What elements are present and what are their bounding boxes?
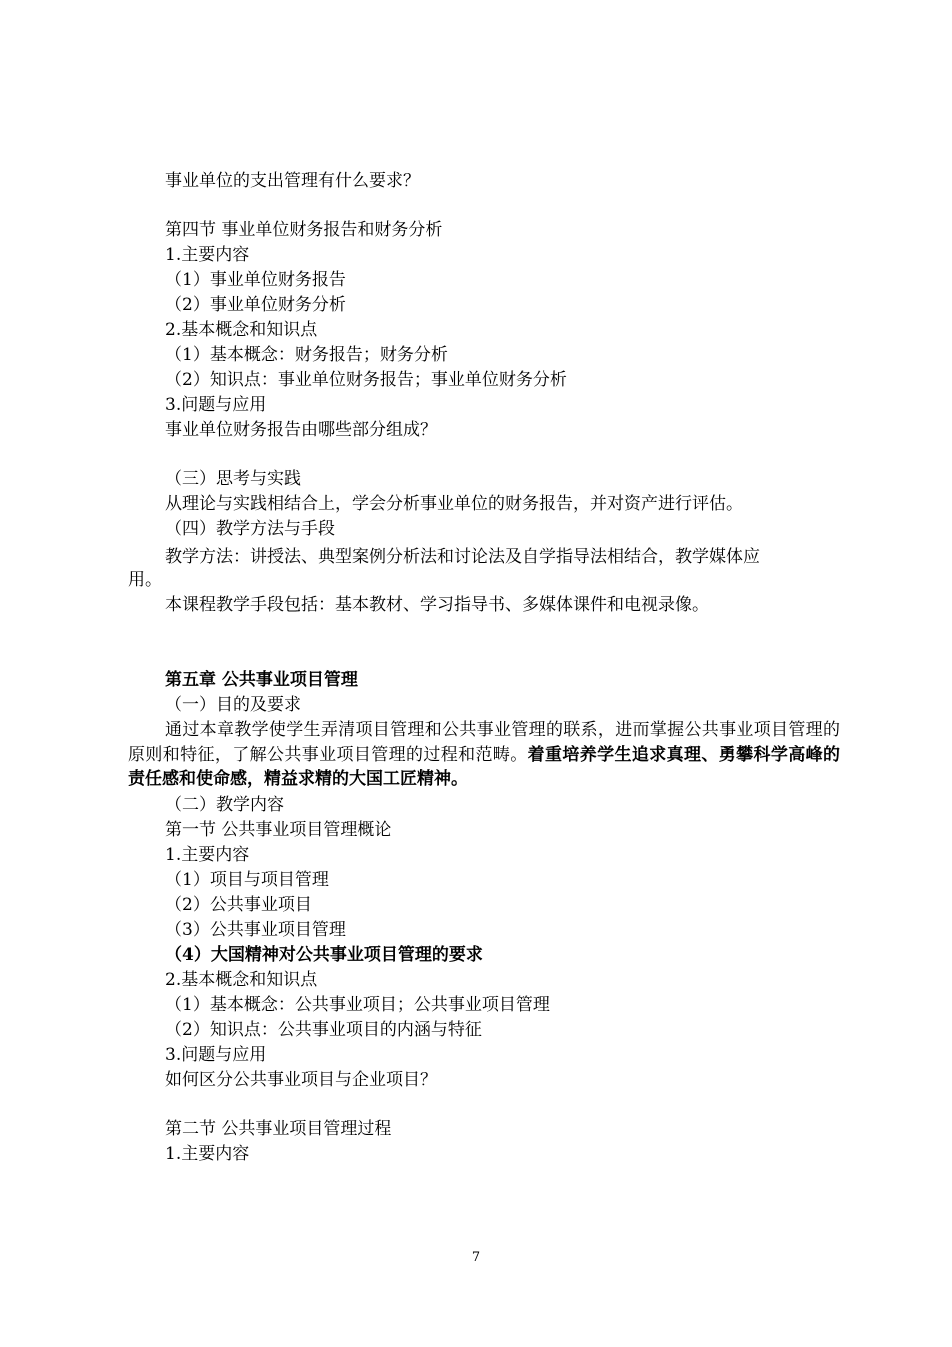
section-heading: 第二节 公共事业项目管理过程	[165, 1119, 392, 1139]
list-item: （2）事业单位财务分析	[165, 295, 346, 315]
subsection-heading: （二）教学内容	[165, 795, 284, 815]
body-text: 从理论与实践相结合上，学会分析事业单位的财务报告，并对资产进行评估。	[165, 494, 743, 514]
list-item-emphasis: （4）大国精神对公共事业项目管理的要求	[165, 945, 483, 965]
list-item: （3）公共事业项目管理	[165, 920, 346, 940]
body-text: 本课程教学手段包括：基本教材、学习指导书、多媒体课件和电视录像。	[165, 595, 709, 615]
subsection-heading: （一）目的及要求	[165, 695, 301, 715]
body-text: 用。	[128, 570, 162, 590]
subsection-label: 2.基本概念和知识点	[165, 320, 318, 340]
body-text: 教学方法：讲授法、典型案例分析法和讨论法及自学指导法相结合，教学媒体应	[165, 547, 760, 567]
subsection-label: 1.主要内容	[165, 245, 250, 265]
objectives-text: 通过本章教学使学生弄清项目管理和公共事业管理的联系，进而掌握公共事业项目管理的原则和特征，了解公共事业项目管理的过程和范畴。	[128, 720, 840, 765]
chapter-heading: 第五章 公共事业项目管理	[165, 670, 358, 690]
list-item: （1）项目与项目管理	[165, 870, 329, 890]
question-text: 事业单位财务报告由哪些部分组成？	[165, 420, 437, 440]
subsection-label: 3.问题与应用	[165, 395, 267, 415]
subsection-label: 3.问题与应用	[165, 1045, 267, 1065]
subsection-heading: （三）思考与实践	[165, 469, 301, 489]
objectives-paragraph	[128, 718, 840, 792]
question-text: 如何区分公共事业项目与企业项目？	[165, 1070, 437, 1090]
list-item: （2）知识点：事业单位财务报告；事业单位财务分析	[165, 370, 567, 390]
list-item: （2）公共事业项目	[165, 895, 312, 915]
page-number: 7	[471, 1250, 481, 1265]
subsection-label: 1.主要内容	[165, 845, 250, 865]
section-heading: 第四节 事业单位财务报告和财务分析	[165, 220, 443, 240]
subsection-label: 1.主要内容	[165, 1144, 250, 1164]
list-item: （1）基本概念：财务报告；财务分析	[165, 345, 448, 365]
objectives-emphasis: 着重培养学生追求真理、勇攀科学高峰的责任感和使命感，精益求精的大国工匠精神。	[128, 744, 840, 789]
question-text: 事业单位的支出管理有什么要求？	[165, 171, 420, 191]
list-item: （1）事业单位财务报告	[165, 270, 346, 290]
subsection-label: 2.基本概念和知识点	[165, 970, 318, 990]
section-heading: 第一节 公共事业项目管理概论	[165, 820, 392, 840]
list-item: （1）基本概念：公共事业项目；公共事业项目管理	[165, 995, 550, 1015]
subsection-heading: （四）教学方法与手段	[165, 519, 335, 539]
list-item: （2）知识点：公共事业项目的内涵与特征	[165, 1020, 482, 1040]
